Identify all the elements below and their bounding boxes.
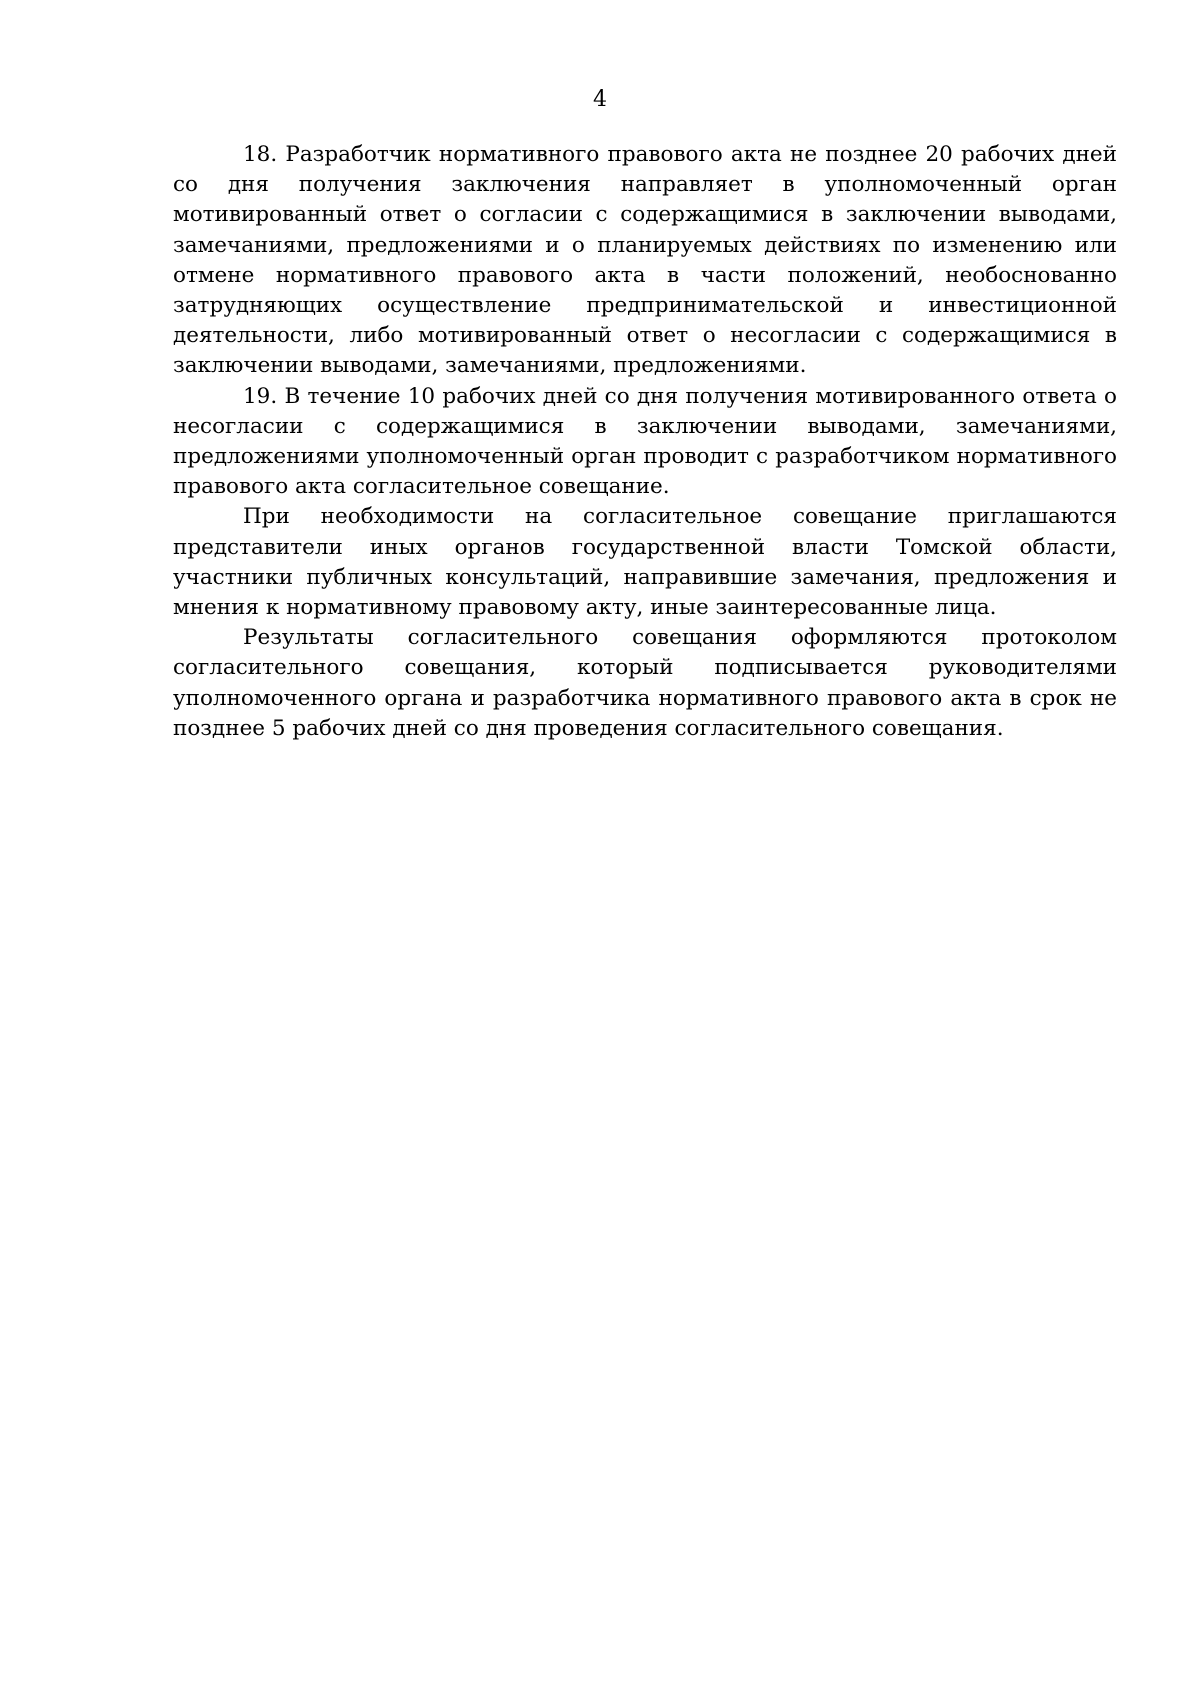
document-body <box>173 140 1117 744</box>
paragraph-19: 19. В течение 10 рабочих дней со дня получения мотивированного ответа о несогласии с содержащимися в заключении выводами, замечаниями, предложениями уполномоченный орган проводит с разработчиком нормативного правового акта согласительное совещание. <box>173 383 1117 500</box>
page-number: 4 <box>593 87 607 112</box>
paragraph-results: Результаты согласительного совещания оформляются протоколом согласительного совещания, который подписывается руководителями уполномоченного органа и разработчика нормативного правового акта в срок не позднее 5 рабочих дней со дня проведения согласительного совещания. <box>173 625 1117 741</box>
paragraph-invitees: При необходимости на согласительное совещание приглашаются представители иных органов государственной власти Томской области, участники публичных консультаций, направившие замечания, предложения и мнения к нормативному правовому акту, иные заинтересованные лица. <box>173 504 1117 621</box>
paragraph-18: 18. Разработчик нормативного правового акта не позднее 20 рабочих дней со дня получения заключения направляет в уполномоченный орган мотивированный ответ о согласии с содержащимися в заключении выводами, замечаниями, предложениями и о планируемых действиях по изменению или отмене нормативного правового акта в части положений, необоснованно затрудняющих осуществление предпринимательской и инвестиционной деятельности, либо мотивированный ответ о несогласии с содержащимися в заключении выводами, замечаниями, предложениями. <box>173 142 1117 379</box>
